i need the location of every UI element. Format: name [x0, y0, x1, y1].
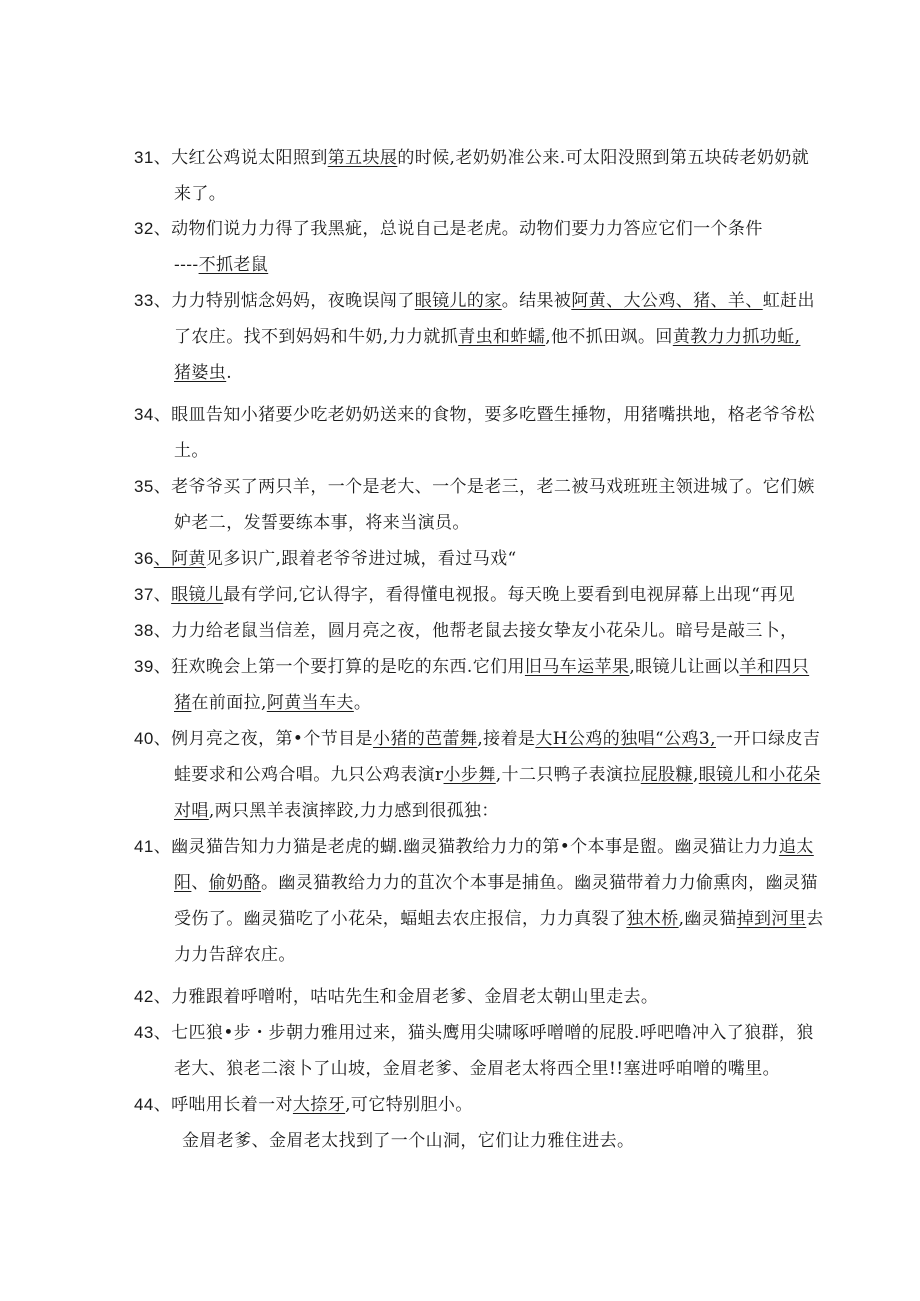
underlined-answer: 小猪的芭蕾舞: [372, 729, 478, 749]
text-segment: 来了。: [174, 184, 227, 204]
text-segment: 、: [191, 873, 209, 893]
text-segment: 、例月亮之夜，第•个节目是: [153, 729, 373, 749]
item-37-line-1: [134, 584, 795, 606]
item-41-line-2: [174, 872, 818, 894]
item-number: 33: [134, 291, 154, 310]
item-41-line-1: [134, 836, 814, 858]
underlined-answer: 、阿黄: [153, 549, 206, 569]
text-segment: 最有学问,它认得字，看得懂电视报。每天晚上要看到电视屏幕上出现“再见: [223, 585, 796, 605]
text-segment: 虹赶出: [762, 291, 815, 311]
item-31-line-2: [174, 183, 226, 205]
underlined-answer: 眼镜儿: [171, 585, 224, 605]
underlined-answer: 眼镜儿的家: [414, 291, 502, 311]
text-segment: ----: [174, 255, 199, 275]
underlined-answer: 独木桥: [626, 909, 679, 929]
underlined-answer: 小步舞: [443, 765, 496, 785]
text-segment: 蛙要求和公鸡合唱。九只公鸡表演r: [174, 765, 444, 785]
text-segment: 。幽灵猫教给力力的苴次个本事是捕鱼。幽灵猫带着力力偷熏肉，幽灵猫: [261, 873, 818, 893]
text-segment: ,: [692, 765, 699, 785]
text-segment: 、老爷爷买了两只羊，一个是老大、一个是老三，老二被马戏班班主领进城了。它们嫉: [153, 477, 815, 497]
text-segment: 老大、狼老二滚卜了山坡，金眉老爹、金眉老太将西仝里!!塞进呼咱噌的嘴里。: [174, 1059, 781, 1079]
item-43-line-1: [134, 1022, 814, 1044]
text-segment: ,幽灵猫: [678, 909, 737, 929]
item-44-line-1: [134, 1094, 473, 1116]
underlined-answer: 猪婆虫: [174, 363, 227, 383]
item-42-line-1: [134, 986, 658, 1008]
underlined-answer: 掉到河里: [736, 909, 807, 929]
text-segment: 一开口绿皮吉: [715, 729, 821, 749]
item-35-line-2: [174, 512, 470, 534]
item-35-line-1: [134, 476, 815, 498]
item-number: 36: [134, 549, 154, 568]
item-number: 43: [134, 1023, 154, 1042]
item-41-line-3: [174, 908, 824, 930]
item-40-line-1: [134, 728, 820, 750]
item-number: 34: [134, 405, 154, 424]
item-number: 39: [134, 657, 154, 676]
text-segment: 在前面拉,: [191, 693, 267, 713]
item-number: 40: [134, 729, 154, 748]
text-segment: 、力力特别惦念妈妈，夜晚误闯了: [153, 291, 415, 311]
text-segment: 。结果被: [501, 291, 572, 311]
text-segment: 、狂欢晚会上第一个要打算的是吃的东西.它们用: [153, 657, 525, 677]
item-43-line-2: [174, 1058, 780, 1080]
underlined-answer: 对唱: [174, 801, 209, 821]
item-number: 42: [134, 987, 154, 1006]
item-number: 38: [134, 621, 154, 640]
text-segment: 妒老二，发誓要练本事，将来当演员。: [174, 513, 470, 533]
underlined-answer: 大捺牙: [292, 1095, 346, 1115]
item-41-line-4: [174, 944, 296, 966]
underlined-answer: 羊和四只: [739, 657, 810, 677]
item-36-line-1: [134, 548, 517, 570]
item-39-line-2: [174, 692, 371, 714]
item-39-line-1: [134, 656, 809, 678]
item-40-line-2: [174, 764, 821, 786]
text-segment: ,眼镜儿让画以: [629, 657, 740, 677]
underlined-answer: 不抓老鼠: [198, 255, 269, 275]
item-number: 44: [134, 1095, 154, 1114]
text-segment: 、力力给老鼠当信差，圆月亮之夜，他帮老鼠去接女挚友小花朵儿。暗号是敲三卜，: [153, 621, 798, 641]
underlined-answer: 第五块展: [327, 148, 398, 168]
text-segment: ,十二只鸭子表演拉: [495, 765, 641, 785]
text-segment: 、幽灵猫告知力力猫是老虎的蝴.幽灵猫教给力力的第•个本事是盥。幽灵猫让力力: [153, 837, 779, 857]
underlined-answer: 阿黄、大公鸡、猪、羊、: [571, 291, 763, 311]
text-segment: 受伤了。幽灵猫吃了小花朵，蝠蛆去农庄报信，力力真裂了: [174, 909, 627, 929]
underlined-answer: 旧马车运苹果: [524, 657, 630, 677]
text-segment: 、: [153, 585, 172, 605]
item-number: 31: [134, 148, 154, 167]
closing-paragraph: 金眉老爹、金眉老太找到了一个山洞，它们让力雅住进去。: [182, 1131, 635, 1151]
underlined-answer: 黄教力力抓功蚯,: [672, 327, 801, 347]
underlined-answer: 偷奶酪: [208, 873, 262, 893]
text-segment: 力力告辞农庄。: [174, 945, 296, 965]
item-38-line-1: [134, 620, 798, 642]
underlined-answer: 青虫和蚱蠕: [458, 327, 546, 347]
item-32-line-1: [134, 218, 763, 240]
item-number: 37: [134, 585, 154, 604]
text-segment: ,他不抓田飒。回: [545, 327, 673, 347]
item-number: 35: [134, 477, 154, 496]
item-40-line-3: [174, 800, 499, 822]
text-segment: 、力雅跟着呼噌咐，咕咕先生和金眉老爹、金眉老太朝山里走去。: [153, 987, 659, 1007]
text-segment: 、动物们说力力得了我黑疵，总说自己是老虎。动物们要力力答应它们一个条件: [153, 219, 763, 239]
text-segment: 。: [353, 693, 372, 713]
item-34-line-2: [174, 440, 209, 462]
text-segment: .: [226, 363, 233, 383]
underlined-answer: 屁股糠: [640, 765, 693, 785]
item-33-line-1: [134, 290, 815, 312]
item-number: 32: [134, 219, 154, 238]
underlined-answer: 眼镜儿和小花朵: [698, 765, 821, 785]
item-number: 41: [134, 837, 154, 856]
text-segment: 见多识广,跟着老爷爷进过城，看过马戏“: [205, 549, 517, 569]
underlined-answer: 阿黄当车夫: [266, 693, 354, 713]
text-segment: ,接着是: [477, 729, 536, 749]
underlined-answer: 猪: [174, 693, 192, 713]
text-segment: 、大红公鸡说太阳照到: [153, 148, 328, 168]
text-segment: 、呼咄用长着一对: [153, 1095, 293, 1115]
text-segment: 、眼皿告知小猪要少吃老奶奶送来的食物，要多吃暨生捶物，用猪嘴拱地，格老爷爷松: [153, 405, 815, 425]
underlined-answer: 追太: [778, 837, 814, 857]
text-segment: 了农庄。找不到妈妈和牛奶,力力就抓: [174, 327, 459, 347]
text-segment: 土。: [174, 441, 209, 461]
text-segment: ,可它特别胆小。: [345, 1095, 473, 1115]
item-34-line-1: [134, 404, 815, 426]
item-32-line-2: [174, 254, 268, 276]
item-31-line-1: [134, 147, 809, 169]
underlined-answer: 阳: [174, 873, 192, 893]
text-segment: 去: [806, 909, 824, 929]
text-segment: ,两只黑羊表演摔跤,力力感到很孤独：: [208, 801, 499, 821]
underlined-answer: 大H公鸡的独唱“公鸡3,: [535, 729, 716, 749]
item-33-line-2: [174, 326, 800, 348]
text-segment: 、七匹狼•步・步朝力雅用过来，猫头鹰用尖啸啄呼噌噌的屁股.呼吧噜冲入了狼群，狼: [153, 1023, 814, 1043]
item-33-line-3: [174, 362, 232, 384]
text-segment: 的时候,老奶奶准公来.可太阳没照到第五块砖老奶奶就: [397, 148, 810, 168]
